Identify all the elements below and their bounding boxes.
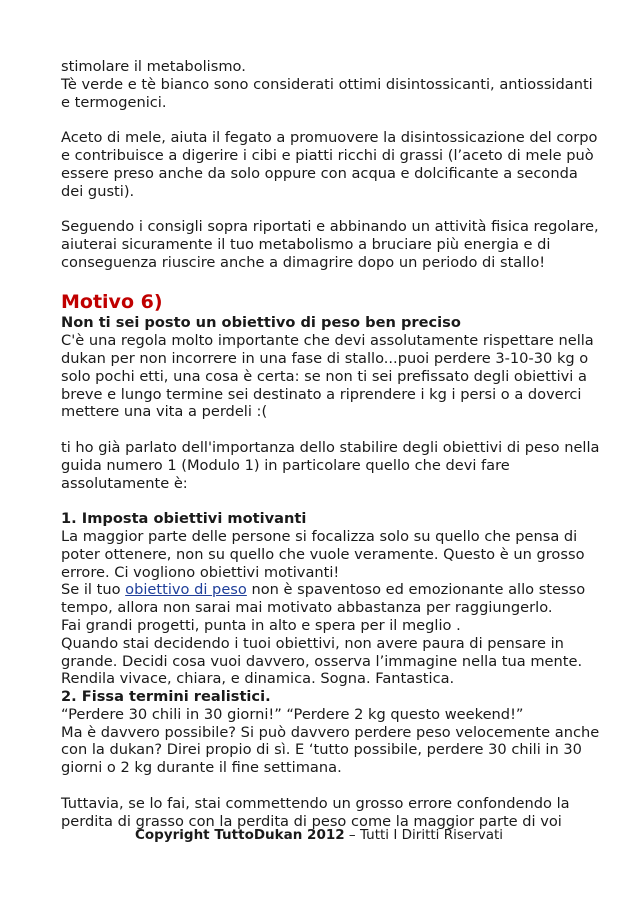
section-subheading: Non ti sei posto un obiettivo di peso ben preciso (61, 314, 461, 332)
paragraph-line: Rendila vivace, chiara, e dinamica. Sogna. Fantastica. (61, 670, 455, 688)
paragraph-line: Aceto di mele, aiuta il fegato a promuovere la disintossicazione del corpo (61, 129, 598, 147)
paragraph-line-with-link (61, 581, 589, 599)
document-body (61, 58, 600, 830)
paragraph-line: giorni o 2 kg durante il fine settimana. (61, 759, 342, 777)
paragraph-line: assolutamente è: (61, 474, 188, 492)
paragraph-line: e contribuisce a digerire i cibi e piatti ricchi di grassi (l’aceto di mele può (61, 146, 594, 164)
paragraph-line: ti ho già parlato dell'importanza dello stabilire degli obiettivi di peso nella (61, 438, 600, 456)
point-title-2: 2. Fissa termini realistici. (61, 688, 271, 706)
paragraph-line: Seguendo i consigli sopra riportati e abbinando un attività fisica regolare, (61, 218, 599, 236)
paragraph-line: errore. Ci vogliono obiettivi motivanti! (61, 563, 340, 581)
footer-rights: – Tutti I Diritti Riservati (344, 827, 504, 843)
paragraph-line: tempo, allora non sarai mai motivato abbastanza per raggiungerlo. (61, 599, 553, 617)
paragraph-line: “Perdere 30 chili in 30 giorni!” “Perdere 2 kg questo weekend!” (61, 705, 524, 723)
paragraph-line: dei gusti). (61, 182, 135, 200)
paragraph-line: C'è una regola molto importante che devi assolutamente rispettare nella (61, 332, 594, 350)
paragraph-line: poter ottenere, non su quello che vuole veramente. Questo è un grosso (61, 545, 585, 563)
paragraph-line: La maggior parte delle persone si focalizza solo su quello che pensa di (61, 527, 578, 545)
paragraph-line: aiuterai sicuramente il tuo metabolismo a bruciare più energia e di (61, 235, 551, 253)
paragraph-line: solo pochi etti, una cosa è certa: se non ti sei prefissato degli obiettivi a (61, 367, 587, 385)
paragraph-line: conseguenza riuscire anche a dimagrire dopo un periodo di stallo! (61, 253, 546, 271)
section-heading: Motivo 6) (61, 291, 163, 314)
paragraph-line: grande. Decidi cosa vuoi davvero, osserva l’immagine nella tua mente. (61, 652, 583, 670)
paragraph-line: breve e lungo termine sei destinato a riprendere i kg i persi o a doverci (61, 385, 582, 403)
footer-copyright: Copyright TuttoDukan 2012 (134, 827, 345, 843)
link-prefix: Se il tuo (61, 581, 126, 599)
point-title-1: 1. Imposta obiettivi motivanti (61, 510, 307, 528)
paragraph-line: essere preso anche da solo oppure con acqua e dolcificante a seconda (61, 164, 578, 182)
paragraph-line: Tuttavia, se lo fai, stai commettendo un grosso errore confondendo la (61, 794, 570, 812)
paragraph-line: Tè verde e tè bianco sono considerati ottimi disintossicanti, antiossidanti (61, 75, 593, 93)
page-footer (0, 827, 638, 843)
paragraph-line: stimolare il metabolismo. (61, 58, 246, 75)
paragraph-line: e termogenici. (61, 93, 167, 111)
paragraph-line: perdita di grasso con la perdita di peso come la maggior parte di voi (61, 812, 562, 830)
paragraph-line: con la dukan? Direi propio di sì. E ‘tutto possibile, perdere 30 chili in 30 (61, 741, 582, 759)
link-suffix: non è spaventoso ed emozionante allo stesso (246, 581, 586, 599)
paragraph-line: guida numero 1 (Modulo 1) in particolare quello che devi fare (61, 456, 510, 474)
paragraph-line: Fai grandi progetti, punta in alto e spera per il meglio . (61, 616, 461, 634)
paragraph-line: mettere una vita a perdeli :( (61, 403, 268, 421)
weight-goal-link[interactable]: obiettivo di peso (125, 581, 247, 599)
paragraph-line: Ma è davvero possibile? Si può davvero perdere peso velocemente anche (61, 723, 600, 741)
paragraph-line: dukan per non incorrere in una fase di stallo...puoi perdere 3-10-30 kg o (61, 349, 589, 367)
paragraph-line: Quando stai decidendo i tuoi obiettivi, non avere paura di pensare in (61, 634, 564, 652)
